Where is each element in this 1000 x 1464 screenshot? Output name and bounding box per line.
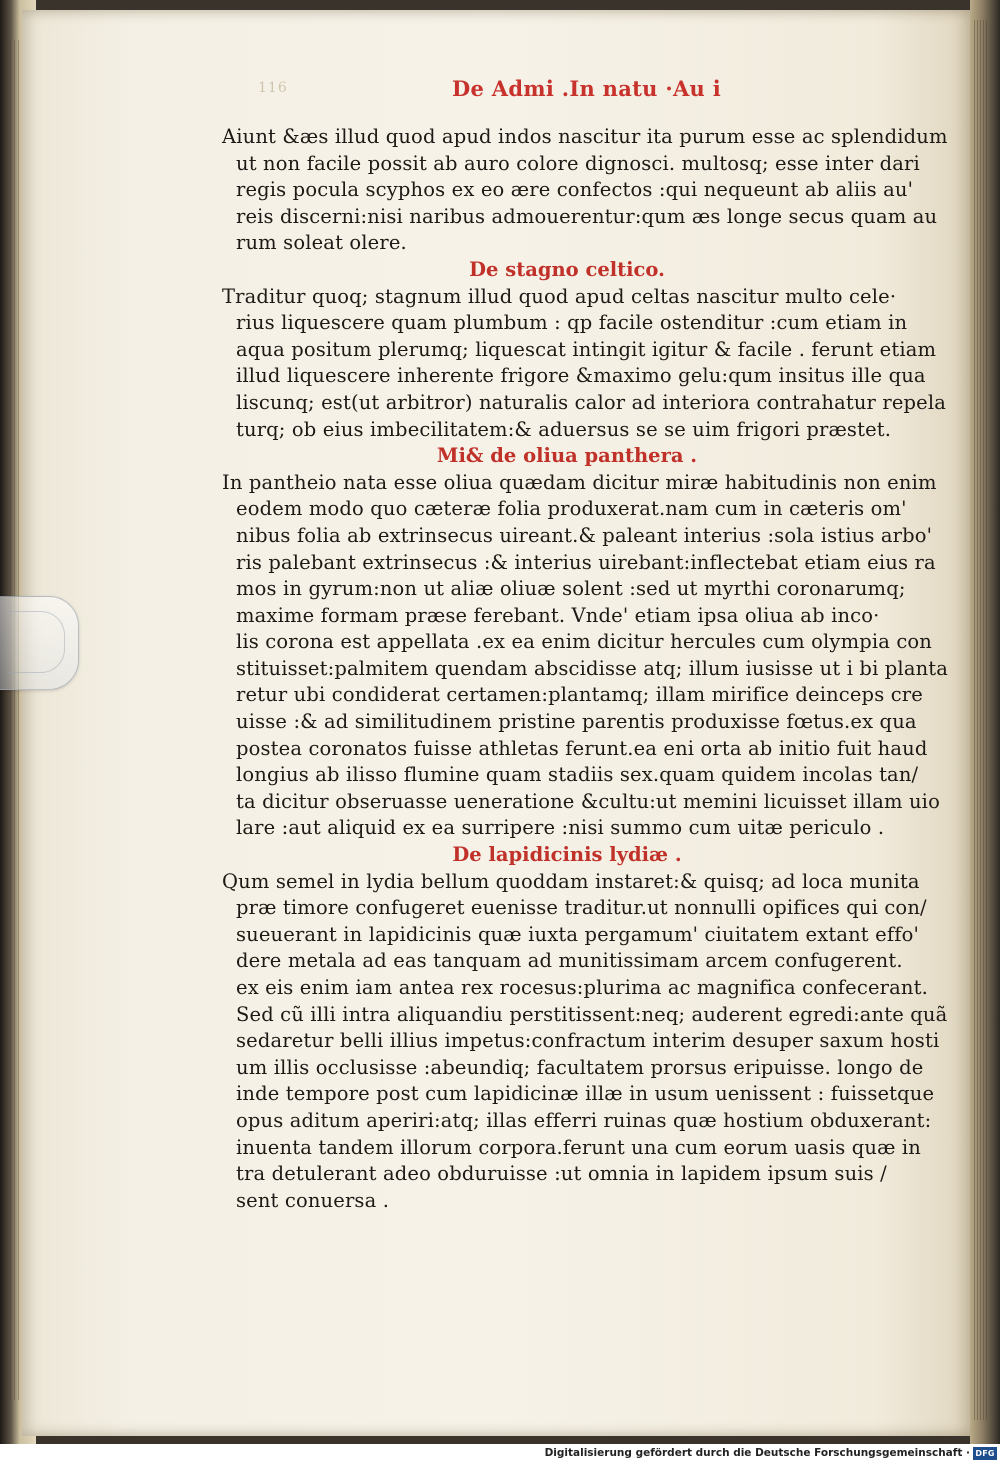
text-line: uisse :& ad similitudinem pristine parentis produxisse fœtus.ex qua (236, 710, 917, 734)
text-line: reis discerni:nisi naribus admouerentur:qum æs longe secus quam au (236, 204, 938, 228)
dfg-logo-icon: DFG (973, 1447, 997, 1460)
text-line: illud liquescere inherente frigore &maximo gelu:qum insitus ille qua (236, 364, 926, 388)
text-line: mos in gyrum:non ut aliæ oliuæ solent :sed ut myrthi coronarumq; (236, 577, 906, 601)
text-line: Sed cũ illi intra aliquandiu perstitissent:neq; auderent egredi:ante quã (236, 1002, 948, 1026)
text-line: longius ab ilisso flumine quam stadiis sex.quam quidem incolas tan/ (236, 763, 919, 787)
text-line: regis pocula scyphos ex eo ære confectos :qui nequeunt ab aliis au' (236, 178, 914, 202)
text-line: ut non facile possit ab auro colore dignosci. multosq; esse inter dari (236, 151, 920, 175)
right-page-edge (970, 0, 1000, 1444)
text-line: stituisset:palmitem quendam abscidisse atq; illum iusisse ut i bi planta (236, 656, 949, 680)
section-heading: De lapidicinis lydiæ . (452, 843, 682, 867)
text-line: inde tempore post cum lapidicinæ illæ in usum uenissent : fuissetque (236, 1082, 935, 1106)
text-block (222, 124, 952, 1214)
text-line: sedaretur belli illius impetus:confractum interim desuper saxum hosti (236, 1029, 940, 1053)
running-head: De Admi .In natu ·Au i (452, 76, 721, 101)
section-heading: Mi& de oliua panthera . (436, 444, 698, 468)
text-line: rum soleat olere. (236, 231, 407, 255)
text-line: postea coronatos fuisse athletas ferunt.ea eni orta ab initio fuit haud (236, 736, 928, 760)
text-line: retur ubi condiderat certamen:plantamq; illam mirifice deinceps cre (236, 683, 923, 707)
page-clip (0, 596, 79, 690)
text-line: Qum semel in lydia bellum quoddam instaret:& quisq; ad loca munita (222, 869, 920, 893)
text-line: ex eis enim iam antea rex rocesus:plurima ac magnifica confecerant. (236, 976, 928, 999)
text-line: inuenta tandem illorum corpora.ferunt una cum eorum uasis quæ in (236, 1135, 922, 1159)
funding-credit: Digitalisierung gefördert durch die Deutsche Forschungsgemeinschaft · (544, 1447, 970, 1459)
text-line: Aiunt &æs illud quod apud indos nascitur ita purum esse ac splendidum (222, 125, 948, 148)
text-line: turq; ob eius imbecilitatem:& aduersus se se uim frigori præstet. (236, 417, 892, 441)
text-line: ta dicitur obseruasse ueneratione &cultu:ut memini licuisset illam uio (236, 789, 940, 813)
text-line: liscunq; est(ut arbitror) naturalis calor ad interiora contrahatur repela (236, 390, 947, 414)
text-line: ris palebant extrinsecus :& interius uirebant:inflectebat etiam eius ra (236, 550, 936, 574)
text-line: sent conuersa . (236, 1188, 390, 1212)
section-heading: De stagno celtico. (469, 257, 665, 281)
text-line: præ timore confugeret euenisse traditur.ut nonnulli opifices qui con/ (236, 896, 927, 920)
text-line: opus aditum aperiri:atq; illas efferri ruinas quæ hostium obduxerant: (236, 1108, 932, 1132)
text-line: maxime formam præse ferebant. Vnde' etiam ipsa oliua ab inco· (236, 603, 880, 627)
text-line: In pantheio nata esse oliua quædam dicitur miræ habitudinis non enim (222, 470, 937, 494)
text-line: nibus folia ab extrinsecus uireant.& paleant interius :sola istius arbo' (236, 523, 933, 547)
text-line: lis corona est appellata .ex ea enim dicitur hercules cum olympia con (236, 630, 933, 654)
text-line: Traditur quoq; stagnum illud quod apud celtas nascitur multo cele· (222, 284, 897, 308)
footer-bar (0, 1444, 1000, 1464)
text-line: sueuerant in lapidicinis quæ iuxta pergamum' ciuitatem extant effo' (236, 922, 919, 946)
text-line: dere metala ad eas tanquam ad munitissimam arcem confugerent. (236, 949, 903, 973)
text-line: eodem modo quo cæteræ folia produxerat.nam cum in cæteris om' (236, 497, 907, 521)
text-line: aqua positum plerumq; liquescat intingit igitur & facile . ferunt etiam (236, 337, 937, 361)
text-line: lare :aut aliquid ex ea surripere :nisi summo cum uitæ periculo . (236, 816, 885, 840)
text-line: rius liquescere quam plumbum : qp facile ostenditur :cum etiam in (236, 311, 908, 335)
text-line: um illis occlusisse :abeundiq; facultatem prorsus eripuisse. longo de (236, 1055, 924, 1079)
page-number: 116 (258, 80, 288, 96)
text-line: tra detulerant adeo obduruisse :ut omnia in lapidem ipsum suis / (236, 1162, 887, 1186)
book-page (22, 10, 970, 1436)
